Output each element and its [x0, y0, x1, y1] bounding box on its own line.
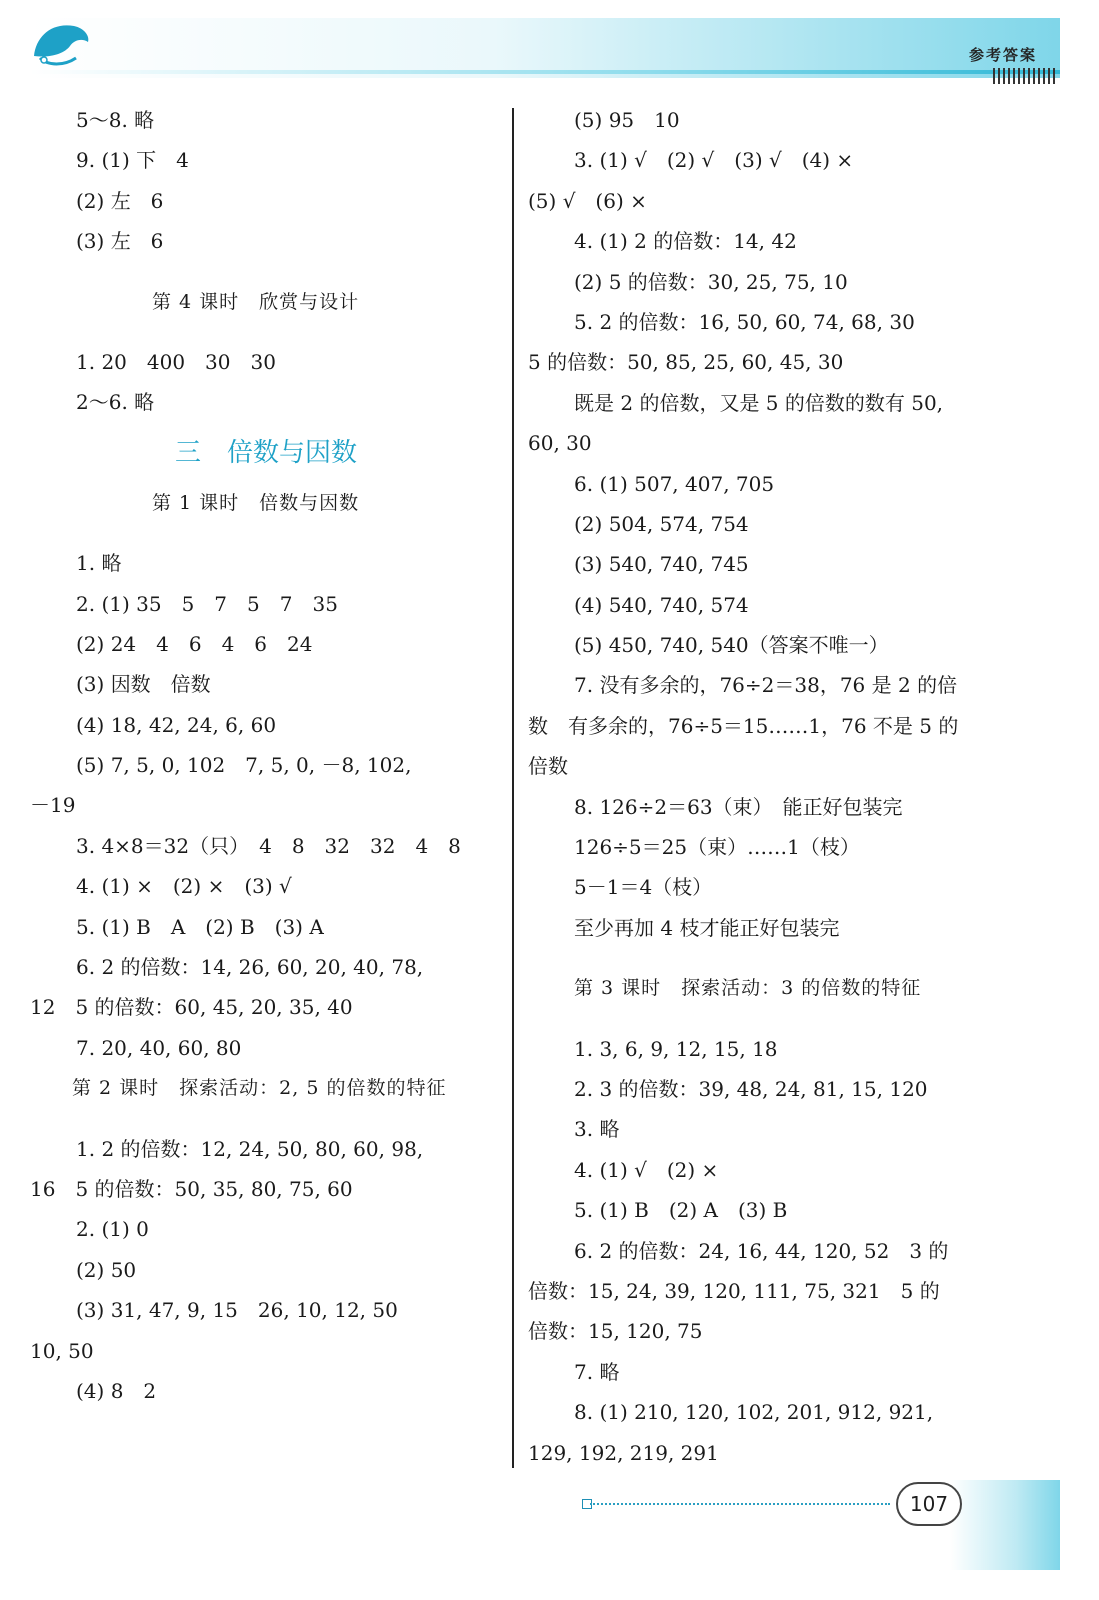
answer-line: 8. (1) 210, 120, 102, 201, 912, 921,: [574, 1400, 934, 1425]
answer-line: 9. (1) 下 4: [76, 148, 189, 173]
answer-line: 5. 2 的倍数：16, 50, 60, 74, 68, 30: [574, 309, 915, 334]
answer-line: 倍数：15, 24, 39, 120, 111, 75, 321 5 的: [528, 1278, 940, 1303]
answer-line: (3) 31, 47, 9, 15 26, 10, 12, 50: [76, 1298, 398, 1323]
lesson-heading: 第 3 课时 探索活动：3 的倍数的特征: [574, 977, 922, 1000]
answer-line: 126÷5＝25（束）……1（枝）: [574, 835, 860, 860]
answer-line: 6. 2 的倍数：24, 16, 44, 120, 52 3 的: [574, 1238, 949, 1263]
answer-line: (3) 因数 倍数: [76, 672, 211, 697]
answer-line: 7. 没有多余的，76÷2＝38，76 是 2 的倍: [574, 673, 958, 698]
answer-line: (2) 24 4 6 4 6 24: [76, 631, 313, 656]
answer-line: 5 的倍数：50, 85, 25, 60, 45, 30: [528, 350, 844, 375]
answer-line: (4) 540, 740, 574: [574, 592, 749, 617]
column-divider: [512, 108, 514, 1468]
answer-line: (2) 左 6: [76, 188, 164, 213]
answer-line: (3) 540, 740, 745: [574, 552, 749, 577]
answer-line: (5) √ (6) ×: [528, 188, 647, 213]
answer-line: (2) 5 的倍数：30, 25, 75, 10: [574, 269, 848, 294]
answer-line: 3. 4×8＝32（只） 4 8 32 32 4 8: [76, 833, 461, 858]
answer-line: 2. 3 的倍数：39, 48, 24, 81, 15, 120: [574, 1076, 928, 1101]
answer-line: 5. (1) B (2) A (3) B: [574, 1198, 788, 1223]
right-column: [528, 100, 1008, 1473]
answer-line: 数 有多余的，76÷5＝15……1，76 不是 5 的: [528, 713, 959, 738]
answer-line: 10, 50: [30, 1338, 94, 1363]
answer-line: 5－1＝4（枝）: [574, 875, 713, 900]
answer-line: 既是 2 的倍数，又是 5 的倍数的数有 50,: [574, 390, 944, 415]
answer-line: 16 5 的倍数：50, 35, 80, 75, 60: [30, 1176, 353, 1201]
lesson-heading: 第 2 课时 探索活动：2, 5 的倍数的特征: [72, 1077, 447, 1100]
answer-line: 8. 126÷2＝63（束） 能正好包装完: [574, 794, 903, 819]
answer-line: (3) 左 6: [76, 229, 164, 254]
answer-line: 6. 2 的倍数：14, 26, 60, 20, 40, 78,: [76, 955, 424, 980]
answer-line: 60, 30: [528, 431, 592, 456]
answer-line: 1. 2 的倍数：12, 24, 50, 80, 60, 98,: [76, 1136, 424, 1161]
answer-line: 2. (1) 0: [76, 1217, 149, 1242]
answer-line: 7. 20, 40, 60, 80: [76, 1035, 242, 1060]
answer-line: (5) 450, 740, 540（答案不唯一）: [574, 633, 889, 658]
footer-band: [950, 1480, 1060, 1570]
left-column: [30, 100, 500, 1411]
answer-line: 5～8. 略: [76, 108, 155, 132]
answer-line: 1. 3, 6, 9, 12, 15, 18: [574, 1036, 778, 1061]
header-band: [30, 18, 1060, 78]
answer-line: 倍数：15, 120, 75: [528, 1319, 703, 1344]
answer-line: (5) 95 10: [574, 108, 680, 132]
answer-line: (5) 7, 5, 0, 102 7, 5, 0, －8, 102,: [76, 753, 412, 778]
answer-line: 2～6. 略: [76, 390, 155, 415]
chapter-heading: 三 倍数与因数: [175, 437, 358, 468]
answer-line: 7. 略: [574, 1359, 620, 1384]
answer-line: (2) 50: [76, 1257, 137, 1282]
answer-line: 6. (1) 507, 407, 705: [574, 471, 775, 496]
answer-line: 129, 192, 219, 291: [528, 1440, 719, 1465]
lesson-heading: 第 4 课时 欣赏与设计: [152, 290, 360, 313]
footer-dotted-rule: [590, 1503, 890, 1505]
answer-line: 3. 略: [574, 1117, 620, 1142]
answer-line: 1. 略: [76, 551, 122, 576]
answer-line: 4. (1) 2 的倍数：14, 42: [574, 229, 797, 254]
page-number: 107: [896, 1482, 962, 1526]
answer-line: (4) 8 2: [76, 1378, 157, 1403]
answer-line: 1. 20 400 30 30: [76, 349, 276, 374]
header-title: 参考答案: [968, 46, 1037, 64]
answer-line: (4) 18, 42, 24, 6, 60: [76, 712, 277, 737]
answer-line: 3. (1) √ (2) √ (3) √ (4) ×: [574, 148, 854, 173]
answer-line: (2) 504, 574, 754: [574, 511, 749, 536]
answer-line: 至少再加 4 枝才能正好包装完: [574, 915, 840, 940]
answer-line: －19: [30, 793, 76, 818]
answer-line: 2. (1) 35 5 7 5 7 35: [76, 591, 338, 616]
lesson-heading: 第 1 课时 倍数与因数: [152, 491, 360, 514]
answer-line: 5. (1) B A (2) B (3) A: [76, 914, 324, 939]
answer-line: 4. (1) √ (2) ×: [574, 1157, 719, 1182]
header-barcode-decoration: [993, 68, 1055, 84]
dolphin-logo-icon: [30, 16, 94, 68]
answer-line: 12 5 的倍数：60, 45, 20, 35, 40: [30, 995, 353, 1020]
answer-line: 倍数: [528, 754, 568, 779]
header-rule: [30, 70, 1060, 74]
answer-line: 4. (1) × (2) × (3) √: [76, 874, 292, 899]
